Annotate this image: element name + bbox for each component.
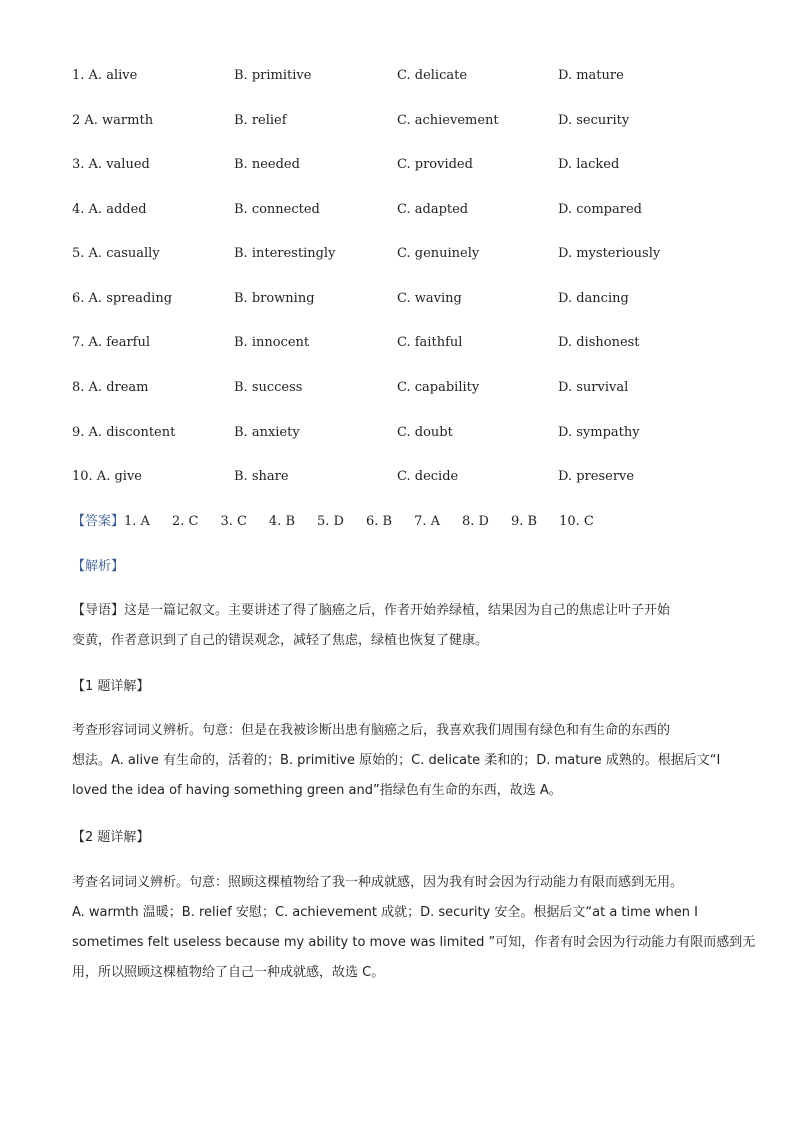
option-b: B. primitive [234, 68, 312, 83]
paragraph-line: loved the idea of having something green and”指绿色有生命的东西，故选 A。 [72, 783, 562, 798]
question-row [72, 423, 752, 443]
paragraph-line: 考查形容词词义辨析。句意：但是在我被诊断出患有脑癌之后，我喜欢我们周围有绿色和有生命的东西的 [72, 723, 671, 738]
option-a: 7. A. fearful [72, 335, 150, 350]
question-row [72, 244, 752, 264]
question-row [72, 333, 752, 353]
question-row [72, 378, 752, 398]
option-a: 2 A. warmth [72, 113, 154, 128]
option-c: C. decide [397, 469, 459, 484]
analysis-label: 【解析】 [72, 559, 125, 574]
option-a: 1. A. alive [72, 68, 138, 83]
option-b: B. connected [234, 202, 320, 217]
option-a: 10. A. give [72, 469, 142, 484]
option-d: D. sympathy [558, 425, 640, 440]
option-d: D. mature [558, 68, 624, 83]
answer-key [72, 512, 616, 532]
option-b: B. anxiety [234, 425, 300, 440]
question-row [72, 111, 752, 131]
option-c: C. delicate [397, 68, 468, 83]
guide-paragraph [72, 596, 732, 656]
answer-label: 【答案】 [72, 514, 125, 529]
answer-item: 6. B [365, 514, 393, 529]
answer-item: 2. C [171, 514, 199, 529]
option-c: C. doubt [397, 425, 453, 440]
option-c: C. provided [397, 157, 473, 172]
paragraph-line: 考查名词词义辨析。句意：照顾这棵植物给了我一种成就感，因为我有时会因为行动能力有限而感到无用。 [72, 875, 684, 890]
answer-item: 7. A [414, 514, 441, 529]
question-row [72, 66, 752, 86]
option-d: D. security [558, 113, 630, 128]
question-row [72, 200, 752, 220]
paragraph-line: 想法。A. alive 有生命的，活着的；B. primitive 原始的；C. delicate 柔和的；D. mature 成熟的。根据后文“I [72, 753, 721, 768]
option-d: D. preserve [558, 469, 635, 484]
answer-item: 5. D [317, 514, 344, 529]
detail-2-paragraph [72, 868, 756, 988]
option-a: 9. A. discontent [72, 425, 176, 440]
paragraph-line: A. warmth 温暖；B. relief 安慰；C. achievement 成就；D. security 安全。根据后文“at a time when I [72, 905, 698, 920]
paragraph-line: 【导语】这是一篇记叙文。主要讲述了得了脑癌之后，作者开始养绿植，结果因为自己的焦虑让叶子开始 [72, 603, 671, 618]
paragraph-line: sometimes felt useless because my ability to move was limited ”可知，作者有时会因为行动能力有限而感到无 [72, 935, 756, 950]
option-a: 4. A. added [72, 202, 147, 217]
option-d: D. mysteriously [558, 246, 661, 261]
option-a: 5. A. casually [72, 246, 160, 261]
option-d: D. lacked [558, 157, 620, 172]
answer-item: 8. D [462, 514, 489, 529]
option-d: D. dishonest [558, 335, 640, 350]
answer-item: 1. A [124, 514, 150, 529]
option-d: D. survival [558, 380, 629, 395]
answer-item: 4. B [268, 514, 296, 529]
option-c: C. adapted [397, 202, 469, 217]
paragraph-line: 用，所以照顾这棵植物给了自己一种成就感，故选 C。 [72, 965, 385, 980]
option-c: C. genuinely [397, 246, 480, 261]
answer-item: 3. C [220, 514, 247, 529]
option-a: 3. A. valued [72, 157, 150, 172]
option-c: C. waving [397, 291, 462, 306]
option-b: B. relief [234, 113, 287, 128]
option-a: 6. A. spreading [72, 291, 173, 306]
option-c: C. capability [397, 380, 480, 395]
option-c: C. faithful [397, 335, 463, 350]
option-b: B. interestingly [234, 246, 336, 261]
option-b: B. innocent [234, 335, 310, 350]
detail-2-heading: 【2 题详解】 [72, 830, 150, 845]
question-row [72, 467, 752, 487]
option-a: 8. A. dream [72, 380, 149, 395]
answer-item: 9. B [510, 514, 538, 529]
detail-1-paragraph [72, 716, 732, 806]
option-b: B. success [234, 380, 303, 395]
answer-item: 10. C [559, 514, 594, 529]
option-b: B. needed [234, 157, 300, 172]
question-row [72, 289, 752, 309]
question-row [72, 155, 752, 175]
option-b: B. browning [234, 291, 315, 306]
option-c: C. achievement [397, 113, 499, 128]
option-d: D. compared [558, 202, 642, 217]
option-d: D. dancing [558, 291, 629, 306]
detail-1-heading: 【1 题详解】 [72, 679, 150, 694]
option-b: B. share [234, 469, 289, 484]
paragraph-line: 变黄，作者意识到了自己的错误观念，减轻了焦虑，绿植也恢复了健康。 [72, 633, 489, 648]
